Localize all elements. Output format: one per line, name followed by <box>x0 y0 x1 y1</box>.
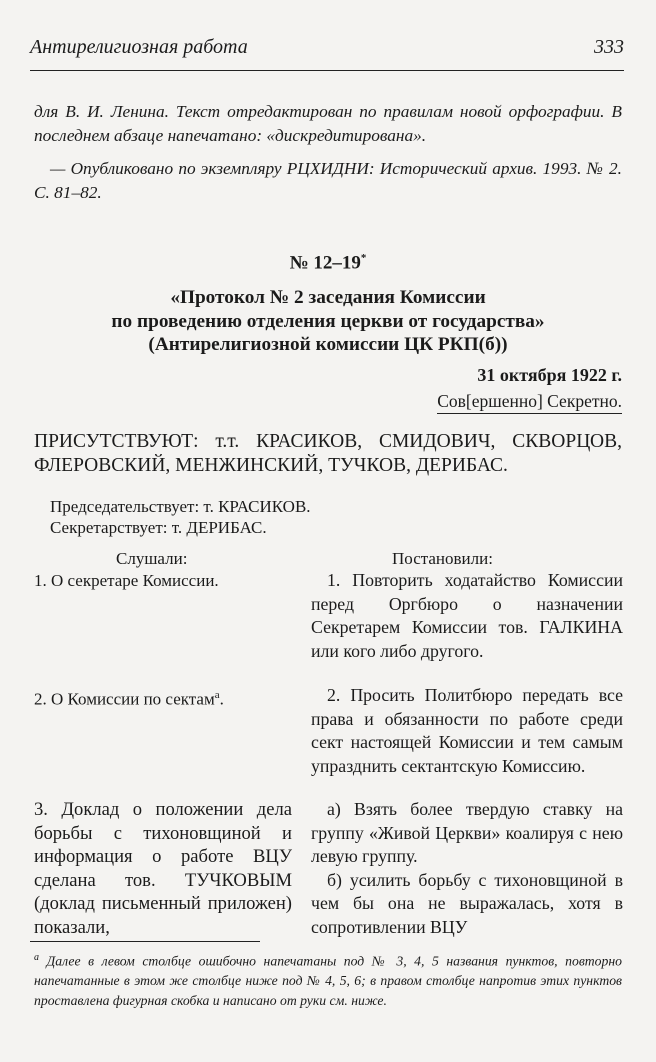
item-decided-text: а) Взять более твердую ставку на группу «Живой Церкви» коалируя с нею левую группу. <box>311 799 623 866</box>
chairperson: Председательствует: т. КРАСИКОВ. <box>50 497 311 516</box>
item-decided-text: 1. Повторить ходатайство Комиссии перед Оргбюро о назначении Секретарем Комиссии тов. ГАЛКИНА или кого либо другого. <box>311 570 623 661</box>
item-heard-text: 1. О секретаре Комиссии. <box>34 571 219 590</box>
item-decided <box>311 798 623 939</box>
secrecy-mark: Сов[ершенно] Секретно. <box>437 391 622 414</box>
secretary: Секретарствует: т. ДЕРИБАС. <box>50 518 267 537</box>
footnote <box>34 948 622 1010</box>
source-note: — Опубликовано по экземпляру РЦХИДНИ: Исторический архив. 1993. № 2. С. 81–82. <box>34 159 622 202</box>
running-header <box>30 36 624 71</box>
item-heard-text: 3. Доклад о положении дела борьбы с тихоновщиной и информация о работе ВЦУ сделана тов. ТУЧКОВЫМ (доклад письменный приложен) показали, <box>34 799 292 938</box>
document-number-text: № 12–19 <box>289 252 361 274</box>
item-decided <box>311 684 623 778</box>
item-heard-text-wrap: 2. О Комиссии по сектам$^a$. <box>34 689 224 709</box>
footnote-reference: a <box>214 689 220 701</box>
document-date: 31 октября 1922 г. <box>477 365 622 385</box>
editorial-note: для В. И. Ленина. Текст отредактирован по правилам новой орфографии. В последнем абзаце напечатано: «дискредитирована». <box>34 102 622 145</box>
item-heard <box>34 684 292 711</box>
item-decided-text: 2. Просить Политбюро передать все права и обязанности по работе среди сект настоящей Комиссии и тем самым упразднить сектантскую Комиссию. <box>311 685 623 776</box>
title-line: по проведению отделения церкви от государства» <box>111 310 545 332</box>
column-heading-heard: Слушали: <box>116 549 188 568</box>
column-heading-decided: Постановили: <box>392 549 493 568</box>
preceding-note <box>34 100 622 204</box>
running-title: Антирелигиозная работа <box>30 36 248 58</box>
item-decided <box>311 569 623 663</box>
document-number <box>0 252 656 274</box>
document-number-mark: * <box>360 252 367 264</box>
attendees-text: ПРИСУТСТВУЮТ: т.т. КРАСИКОВ, СМИДОВИЧ, СКВОРЦОВ, ФЛЕРОВСКИЙ, МЕНЖИНСКИЙ, ТУЧКОВ, ДЕРИБАС. <box>34 431 622 476</box>
title-line: «Протокол № 2 заседания Комиссии <box>170 287 486 308</box>
item-heard-text: 2. О Комиссии по сектам <box>34 689 215 709</box>
item-heard <box>34 569 292 593</box>
footnote-divider <box>30 941 260 942</box>
footnote-mark: a <box>34 952 39 963</box>
footnote-text: Далее в левом столбце ошибочно напечатаны под № 3, 4, 5 названия пунктов, повторно напечатанные в этом же столбце ниже под № 4, 5, 6; в правом столбце напротив этих пунктов проставлена фигурная скобка и написано от руки см. ниже. <box>34 953 622 1008</box>
attendees <box>34 430 622 478</box>
title-line: (Антирелигиозной комиссии ЦК РКП(б)) <box>148 334 508 355</box>
document-title <box>40 286 616 357</box>
item-heard <box>34 798 292 939</box>
page-number: 333 <box>594 36 624 58</box>
item-decided-text: б) усилить борьбу с тихоновщиной в чем бы она не выражалась, хотя в сопротивлении ВЦУ <box>311 869 623 937</box>
